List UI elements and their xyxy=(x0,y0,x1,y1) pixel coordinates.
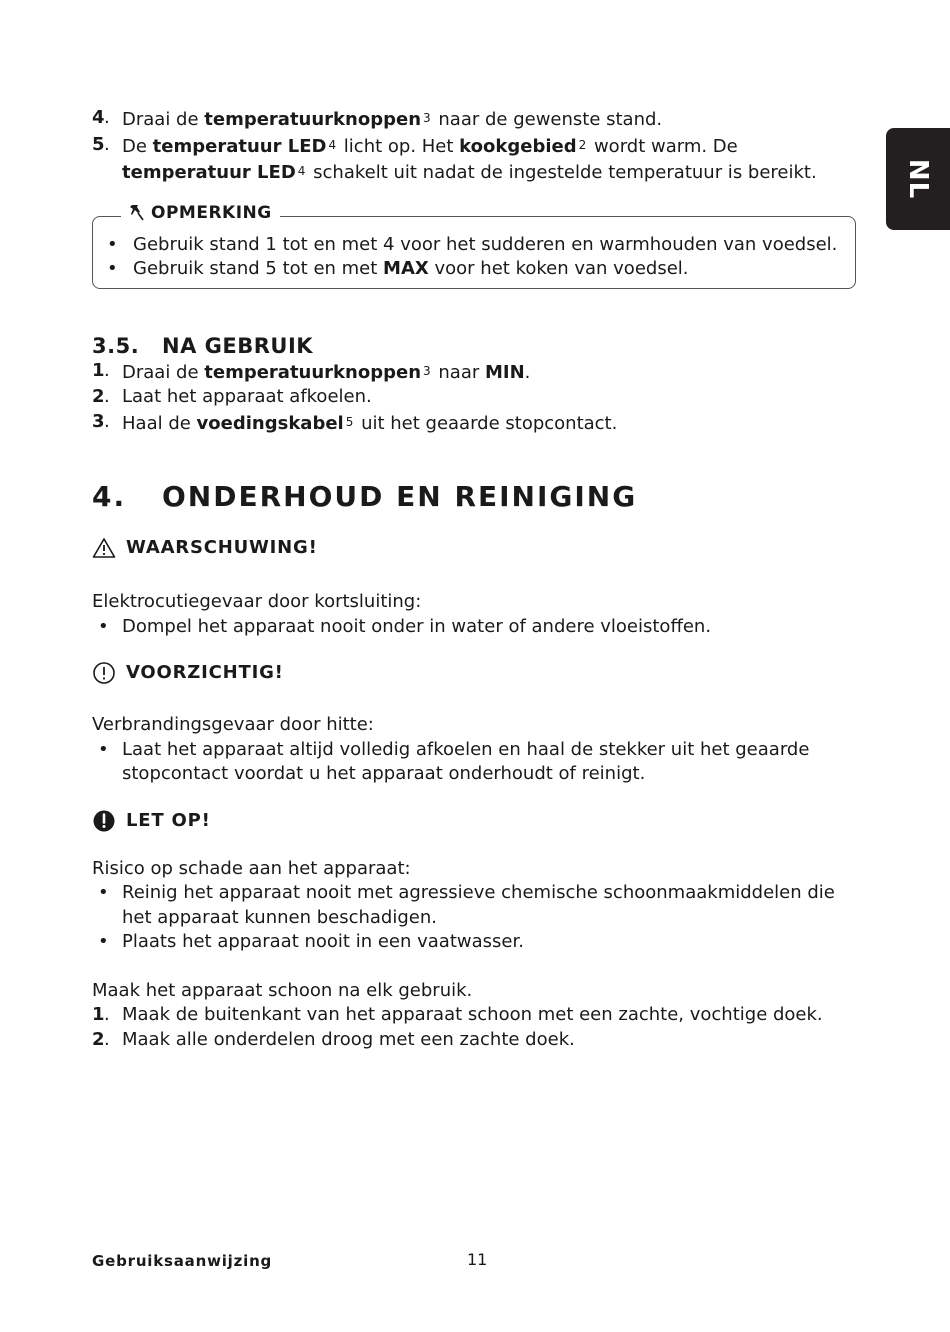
note-list xyxy=(105,233,855,282)
step-number: 1 xyxy=(92,359,105,381)
step-text xyxy=(122,136,817,184)
caution-heading: VOORZICHTIG! xyxy=(92,661,862,685)
text-run: Draai de xyxy=(122,361,205,383)
list-item xyxy=(92,359,862,386)
caution-intro: Verbrandingsgevaar door hitte: xyxy=(92,714,374,735)
bold-term: kookgebied xyxy=(459,135,577,157)
text-run: De xyxy=(122,135,153,157)
text-run: voor het koken van voedsel. xyxy=(428,258,689,279)
list-item xyxy=(92,410,862,437)
chapter-heading xyxy=(92,480,862,514)
list-item: • Reinig het apparaat nooit met agressieve chemische schoonmaakmiddelen die het apparaat kunnen beschadigen. xyxy=(92,881,862,930)
part-reference-number: 3 xyxy=(423,111,431,125)
step-number: 1 xyxy=(92,1004,105,1025)
list-item xyxy=(92,1028,862,1053)
step-dot: . xyxy=(104,1004,110,1025)
step-text xyxy=(122,362,530,383)
text-run: Laat het apparaat afkoelen. xyxy=(122,386,372,407)
step-number: 2 xyxy=(92,386,105,407)
part-reference-number: 3 xyxy=(423,363,431,378)
step-dot: . xyxy=(104,359,110,381)
chapter-title: ONDERHOUD EN REINIGING xyxy=(162,480,638,513)
text-run: wordt warm. De xyxy=(588,135,738,157)
notice-list xyxy=(92,881,862,955)
bold-term: temperatuur LED xyxy=(152,135,327,157)
warning-intro: Elektrocutiegevaar door kortsluiting: xyxy=(92,591,422,612)
bold-term: voedingskabel xyxy=(196,412,344,434)
note-box xyxy=(92,202,856,289)
step-dot: . xyxy=(104,1028,110,1050)
step-text: Maak alle onderdelen droog met een zachte doek. xyxy=(122,1028,575,1050)
step-dot: . xyxy=(104,107,110,128)
step-text xyxy=(122,109,662,130)
text-run: naar de gewenste stand. xyxy=(432,109,663,130)
part-reference-number: 4 xyxy=(297,164,306,178)
section-heading xyxy=(92,333,862,359)
list-item: • Plaats het apparaat nooit in een vaatwasser. xyxy=(92,930,862,955)
text-run: Gebruik stand 1 tot en met 4 voor het sudderen en warmhouden van voedsel. xyxy=(133,233,838,255)
caution-list xyxy=(92,738,862,787)
text-run: Gebruik stand 5 tot en met xyxy=(133,258,384,279)
footer-title: Gebruiksaanwijzing xyxy=(92,1252,273,1270)
list-item xyxy=(92,106,862,133)
bold-term: temperatuurknoppen xyxy=(204,361,422,383)
part-reference-number: 4 xyxy=(328,137,337,152)
part-reference-number: 5 xyxy=(345,414,354,429)
section-number: 3.5. xyxy=(92,333,140,358)
list-item xyxy=(92,133,862,186)
warning-heading: WAARSCHUWING! xyxy=(92,536,862,560)
clean-intro: Maak het apparaat schoon na elk gebruik. xyxy=(92,979,473,1001)
text-run: Draai de xyxy=(122,109,205,130)
warning-triangle-icon xyxy=(92,537,116,559)
notice-heading: LET OP! xyxy=(92,809,862,833)
text-run: uit het geaarde stopcontact. xyxy=(355,412,618,434)
step-number: 2 xyxy=(92,1028,105,1050)
bold-term: MAX xyxy=(383,258,429,279)
list-item: • Dompel het apparaat nooit onder in water of andere vloeistoffen. xyxy=(92,615,862,640)
list-item xyxy=(92,385,862,410)
after-use-steps xyxy=(92,359,862,437)
text-run: Haal de xyxy=(122,412,197,434)
bold-term: temperatuur LED xyxy=(122,162,296,183)
chapter-number: 4. xyxy=(92,480,127,513)
step-dot: . xyxy=(104,133,110,155)
list-item xyxy=(105,257,855,282)
step-text xyxy=(122,386,372,407)
list-item: • Laat het apparaat altijd volledig afkoelen en haal de stekker uit het geaarde stopcontact voordat u het apparaat onderhoudt of reinigt. xyxy=(92,738,862,787)
page-content xyxy=(92,106,862,1052)
step-dot: . xyxy=(104,386,110,407)
page-number: 11 xyxy=(467,1250,488,1269)
pushpin-icon xyxy=(129,204,145,222)
section-title: NA GEBRUIK xyxy=(162,333,314,358)
step-text: Maak de buitenkant van het apparaat schoon met een zachte, vochtige doek. xyxy=(122,1004,823,1025)
note-label: OPMERKING xyxy=(121,203,280,223)
step-dot: . xyxy=(104,410,110,432)
part-reference-number: 2 xyxy=(578,137,587,152)
step-number: 4 xyxy=(92,107,105,128)
exclamation-filled-icon xyxy=(92,809,116,833)
text-run: naar xyxy=(432,361,485,383)
step-number: 5 xyxy=(92,133,105,155)
warning-list xyxy=(92,615,862,640)
notice-intro: Risico op schade aan het apparaat: xyxy=(92,857,411,879)
step-number: 3 xyxy=(92,410,105,432)
text-run: schakelt uit nadat de ingestelde temperatuur is bereikt. xyxy=(307,162,817,183)
text-run: . xyxy=(524,361,531,383)
bold-term: temperatuurknoppen xyxy=(204,109,422,130)
text-run: licht op. Het xyxy=(338,135,460,157)
list-item xyxy=(105,233,855,258)
bold-term: MIN xyxy=(484,361,525,383)
language-tab xyxy=(886,128,950,230)
steps-top-list xyxy=(92,106,862,186)
step-text xyxy=(122,413,617,434)
cleaning-steps xyxy=(92,1003,862,1052)
list-item xyxy=(92,1003,862,1028)
language-tab-label: NL xyxy=(903,158,933,200)
exclamation-circle-icon xyxy=(92,661,116,685)
